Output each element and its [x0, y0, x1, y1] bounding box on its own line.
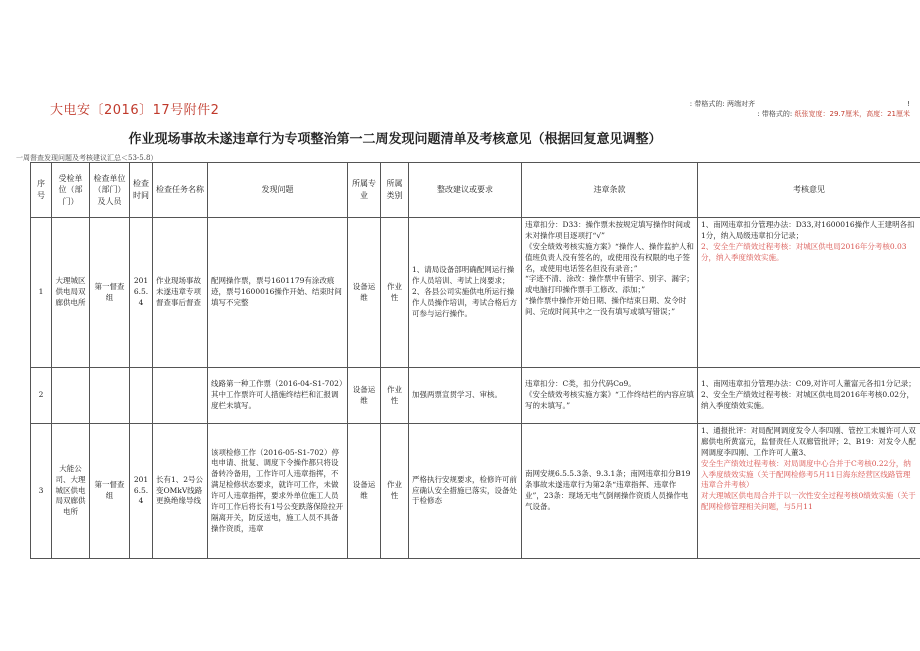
- cell-issue: 该项检修工作（2016-05-S1-702）停电申请、批复、调度下令操作都只将设备转冷备用，工作许可人违章指挥，不满足检修状态要求，就许可工作，未做许可人违章指挥，要求外单位施工人员许可工作后将长有1号公变跌落保险拉开隔离开关，防反送电，施工人员不具备操作资质，违章: [208, 424, 348, 559]
- cell-issue: 线路第一种工作票（2016-04-S1-702）其中工作票许可人措施终结栏和汇报调度栏未填写。: [208, 368, 348, 424]
- col-header-issue: 发现问题: [208, 163, 348, 218]
- cell-no: 1: [31, 218, 52, 368]
- col-header-category: 所属类别: [381, 163, 409, 218]
- penalty-text: 1、南网违章扣分管理办法：D33,对1600016操作人王建明各扣1分，纳入局级违章扣分记录；: [701, 220, 915, 240]
- penalty-text-revised: 2、安全生产绩效过程考核：对城区供电局2016年分考核0.03分，纳入季度绩效实施。: [701, 241, 907, 262]
- format-note-mark: !: [907, 100, 910, 108]
- cell-unit: 大理城区供电局双廊供电所: [52, 218, 90, 368]
- cell-inspector: 第一督查组: [90, 424, 130, 559]
- cell-major: 设备运维: [348, 424, 381, 559]
- cell-task: 作业现场事故未遂违章专项督查事后督查: [153, 218, 208, 368]
- cell-task: 长有1、2号公变OMkV线路更换绝缘导线: [153, 424, 208, 559]
- col-header-clause: 违章条款: [522, 163, 698, 218]
- cell-clause: 违章扣分：C类，扣分代码Co9。 《安全绩效考核实施方案》“工作终结栏的内容应填写的未填写。”: [522, 368, 698, 424]
- cell-no: 3: [31, 424, 52, 559]
- col-header-penalty: 考核意见: [698, 163, 920, 218]
- cell-unit: [52, 368, 90, 424]
- format-note-page-size: [757, 109, 910, 119]
- cell-unit: 大能公司、大理城区供电局双廊供电所: [52, 424, 90, 559]
- cell-category: 作业性: [381, 218, 409, 368]
- col-header-date: 检查时间: [130, 163, 153, 218]
- cell-inspector: 第一督查组: [90, 218, 130, 368]
- table-header-row: [31, 163, 920, 218]
- cell-task: [153, 368, 208, 424]
- col-header-advice: 整改建议或要求: [409, 163, 522, 218]
- cell-major: 设备运维: [348, 218, 381, 368]
- cell-clause: 南网安规6.5.5.3条、9.3.1条；南网违章扣分B19条事故未遂违章行为第2条“违章指挥、违章作业”，23条：现场无电气倒闸操作资质人员操作电气设备。: [522, 424, 698, 559]
- cell-category: 作业性: [381, 368, 409, 424]
- document-code: 大电安〔2016〕17号附件2: [50, 103, 220, 118]
- col-header-inspector: 检查单位（部门）及人员: [90, 163, 130, 218]
- cell-category: 作业性: [381, 424, 409, 559]
- table-subtitle: 一周督查发现问题及考核建议汇总＜53-5.8）: [16, 154, 158, 162]
- cell-date: 2016.5.4: [130, 424, 153, 559]
- table-row: [31, 368, 920, 424]
- table-row: [31, 218, 920, 368]
- format-note: [690, 99, 910, 109]
- format-note-text: : 带格式的: 两端对齐: [689, 100, 755, 108]
- cell-penalty: [698, 218, 920, 368]
- col-header-major: 所属专业: [348, 163, 381, 218]
- format-note-prefix: : 带格式的:: [757, 110, 795, 118]
- cell-advice: 加强两票宣贯学习、审核。: [409, 368, 522, 424]
- col-header-unit: 受检单位（部门）: [52, 163, 90, 218]
- cell-no: 2: [31, 368, 52, 424]
- penalty-text-revised: 安全生产绩效过程考核：对局调度中心合并于C考核0.22分，纳入季度绩效实施（关于配网检修考5月11日海东经营区线路管理违章合并考核） 对大理城区供电局合并于以一次性安全过程考核0绩效实施（关于配网检修管理相关问题，与5月11: [701, 458, 916, 512]
- cell-issue: 配网操作票，票号1601179有涂改痕迹，票号1600016操作开始、结束时间填写不完整: [208, 218, 348, 368]
- cell-major: 设备运维: [348, 368, 381, 424]
- col-header-no: 序号: [31, 163, 52, 218]
- format-note-value: 纸张宽度：29.7厘米，高度：21厘米: [794, 110, 910, 118]
- table-row: [31, 424, 920, 559]
- cell-advice: 1、请局设备部明确配网运行操作人员培训、考试上岗要求；2、各县公司实施供电所运行操作人员操作培训，考试合格后方可参与运行操作。: [409, 218, 522, 368]
- problem-table: [30, 162, 920, 559]
- cell-penalty: 1、南网违章扣分管理办法：C09,对许可人董富元各扣1分记录；2、安全生产绩效过程考核：对城区供电局2016年考核0.02分，纳入季度绩效实施。: [698, 368, 920, 424]
- page-title: 作业现场事故未遂违章行为专项整治第一二周发现问题清单及考核意见（根据回复意见调整）: [128, 132, 662, 147]
- cell-clause: 违章扣分：D33：操作票未按规定填写操作时间或未对操作项目逐项打“√” 《安全绩效考核实施方案》“操作人、操作监护人和值班负责人没有签名的，或使用没有权限的电子签名，或使用电话签名但没有录音；” “字迹不清、涂改：操作票中有错字、别字、漏字；或电脑打印操作票手工修改、添加；” “操作票中操作开始日期、操作结束日期、发令时间、完成时间其中之一没有填写或填写错误；”: [522, 218, 698, 368]
- cell-date: [130, 368, 153, 424]
- cell-inspector: [90, 368, 130, 424]
- cell-advice: 严格执行安规要求，检修许可前应确认安全措施已落实，设备处于检修态: [409, 424, 522, 559]
- cell-date: 2016.5.4: [130, 218, 153, 368]
- col-header-task: 检查任务名称: [153, 163, 208, 218]
- penalty-text: 1、通报批评：对局配网调度发令人李四刚、管控工未履许可人双廊供电所黄富元，监督责任人双廊管批评；2、B19：对发令人配网调度李四刚、工作许可人董3、: [701, 426, 916, 457]
- cell-penalty: [698, 424, 920, 559]
